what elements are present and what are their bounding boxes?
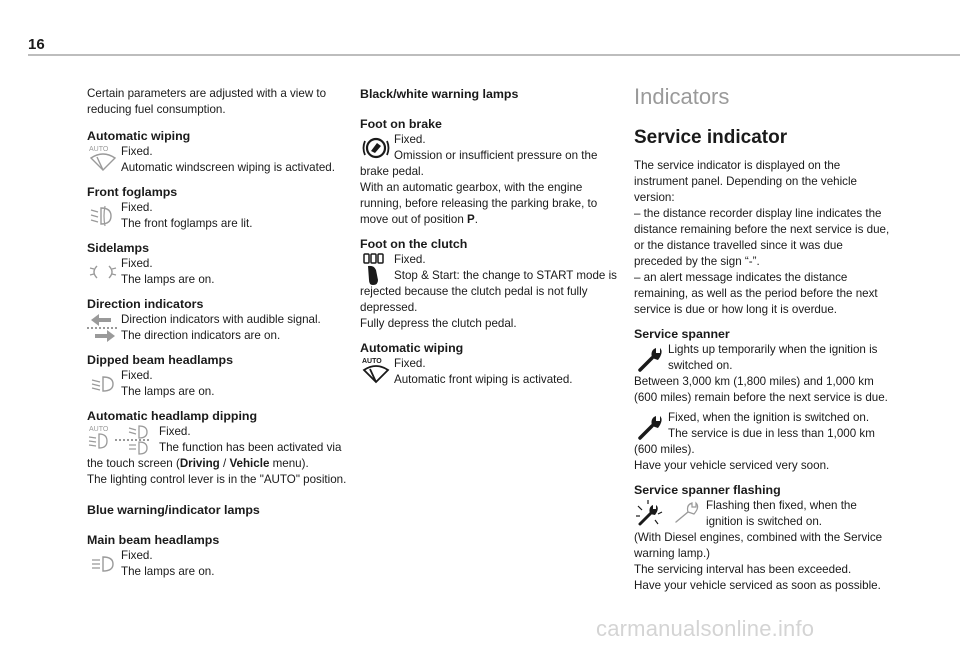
main-beam-icon <box>87 548 119 580</box>
entry-direction-indicators: Direction indicators with audible signal. The direction indicators are on. <box>87 312 349 344</box>
flashing-spanner-icon <box>634 498 704 530</box>
front-foglamp-icon <box>87 200 119 232</box>
heading-service-spanner: Service spanner <box>634 327 730 341</box>
spanner-icon <box>634 342 666 374</box>
entry-dipped-beam: Fixed. The lamps are on. <box>87 368 349 400</box>
entry-auto-headlamp-dipping: AUTO Fixed. The function has been activated via the touch screen (Driving / Vehicle menu). The lighting control lever is in the "AUTO" position. <box>87 425 347 486</box>
dipped-beam-icon <box>87 368 119 400</box>
entry-sidelamps: Fixed. The lamps are on. <box>87 256 349 288</box>
intro-text: Certain parameters are adjusted with a view to reducing fuel consumption. <box>87 87 327 116</box>
foot-on-clutch-icon <box>360 252 392 284</box>
auto-front-wiper-icon <box>360 356 392 388</box>
heading-service-spanner-flashing: Service spanner flashing <box>634 483 781 497</box>
heading-black-white-lamps: Black/white warning lamps <box>360 87 519 101</box>
column-3: Indicators Service indicator The service indicator is displayed on the instrument panel. Depending on the vehicle version: – the distance recorder display line indicates the distance remaining before the next service is due, or the distance travelled since it was due preceded by the sign “-”. – an alert message indicates the distance remaining, as well as the period before the next service is due or how long it is overdue. Service spanner Lights up temporarily when the ignition is switched on. Between 3,000 km (1,800 miles) and 1,000 km (600 miles) remain before the next service is due. Fixed, when the ignition is switched on. The service is due in less than 1,000 km (600 miles). Have your vehicle serviced very soon. Service spanner flashing Flashing then fixed, when the ignition is switched on. (With Diesel engines, combined with the Service warning lamp.) The servicing interval has been exceeded. Have your vehicle serviced as soon as possible. <box>634 84 890 592</box>
svg-text:AUTO: AUTO <box>362 358 382 365</box>
entry-service-spanner-flashing: Flashing then fixed, when the ignition is switched on. <box>634 498 890 530</box>
heading-main-beam: Main beam headlamps <box>87 533 220 547</box>
section-title-indicators: Indicators <box>634 84 730 109</box>
heading-sidelamps: Sidelamps <box>87 241 149 255</box>
auto-headlamp-dipping-icon <box>87 424 157 456</box>
spanner-fixed-icon <box>634 410 666 442</box>
heading-blue-warning-lamps: Blue warning/indicator lamps <box>87 503 260 517</box>
svg-text:AUTO: AUTO <box>89 146 109 153</box>
heading-front-foglamps: Front foglamps <box>87 185 178 199</box>
heading-foot-on-clutch: Foot on the clutch <box>360 237 468 251</box>
heading-automatic-wiping: Automatic wiping <box>87 129 191 143</box>
svg-text:AUTO: AUTO <box>89 426 109 433</box>
heading-automatic-wiping-front: Automatic wiping <box>360 341 464 355</box>
service-intro: The service indicator is displayed on the instrument panel. Depending on the vehicle version: <box>634 159 858 204</box>
entry-service-spanner-fixed: Fixed, when the ignition is switched on. The service is due in less than 1,000 km (600 miles). <box>634 411 875 456</box>
column-1 <box>87 86 349 580</box>
direction-indicator-icon <box>87 312 119 344</box>
service-bullet-2: – an alert message indicates the distance remaining, as well as the period before the next service is due or how long it is overdue. <box>634 271 878 316</box>
header-rule <box>28 54 960 56</box>
entry-front-foglamps: Fixed. The front foglamps are lit. <box>87 200 349 232</box>
entry-automatic-wiping-front: AUTO Fixed. Automatic front wiping is activated. <box>362 357 573 386</box>
page-number: 16 <box>28 36 45 53</box>
heading-auto-headlamp-dipping: Automatic headlamp dipping <box>87 409 258 423</box>
heading-direction-indicators: Direction indicators <box>87 297 204 311</box>
service-bullet-1: – the distance recorder display line indicates the distance remaining before the next service is due, or the distance travelled since it was due preceded by the sign “-”. <box>634 207 890 268</box>
heading-dipped-beam: Dipped beam headlamps <box>87 353 233 367</box>
subtitle-service-indicator: Service indicator <box>634 127 788 148</box>
auto-wiper-icon <box>87 144 119 176</box>
heading-foot-on-brake: Foot on brake <box>360 117 442 131</box>
entry-service-spanner: Lights up temporarily when the ignition is switched on. <box>634 342 890 374</box>
entry-main-beam: Fixed. The lamps are on. <box>87 548 349 580</box>
column-2 <box>360 86 618 388</box>
watermark: carmanualsonline.info <box>596 616 815 641</box>
entry-foot-on-clutch: Fixed. Stop & Start: the change to START mode is rejected because the clutch pedal is not fully depressed. Fully depress the clutch pedal. <box>360 253 617 330</box>
foot-on-brake-icon <box>360 132 392 164</box>
entry-foot-on-brake: Fixed. Omission or insufficient pressure on the brake pedal. With an automatic gearbox, with the engine running, before releasing the parking brake, to move out of position P. <box>360 133 598 226</box>
sidelamp-icon <box>87 256 119 288</box>
entry-automatic-wiping: AUTO Fixed. Automatic windscreen wiping is activated. <box>89 145 335 174</box>
